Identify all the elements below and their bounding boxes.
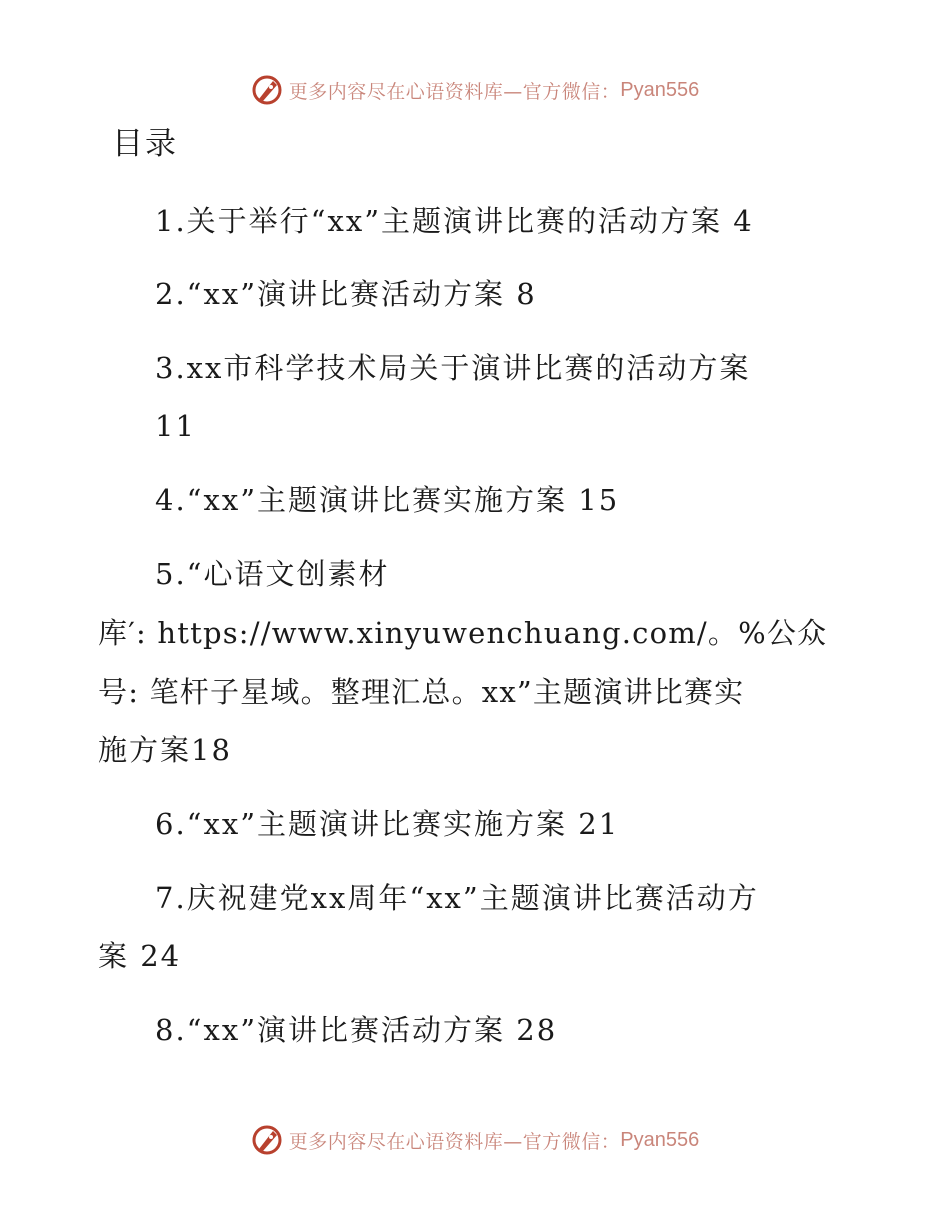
toc-entry-5-cont-1: 库′: https://www.xinyuwenchuang.com/。%公众 (98, 616, 828, 650)
toc-entry-8: 8.“xx”演讲比赛活动方案 28 (155, 1013, 558, 1047)
footer-watermark-banner (0, 1120, 950, 1160)
toc-entry-5-cont-3: 施方案18 (98, 733, 232, 767)
footer-wechat-id: Pyan556 (620, 1128, 700, 1151)
toc-entry-7-cont: 案 24 (98, 939, 182, 973)
header-wechat-id: Pyan556 (620, 78, 700, 101)
toc-entry-2: 2.“xx”演讲比赛活动方案 8 (155, 277, 537, 311)
header-watermark-text: 更多内容尽在心语资料库—官方微信： (288, 80, 621, 103)
toc-entry-4: 4.“xx”主题演讲比赛实施方案 15 (155, 483, 620, 517)
toc-entry-3: 3.xx市科学技术局关于演讲比赛的活动方案 (155, 351, 751, 385)
toc-entry-1: 1.关于举行“xx”主题演讲比赛的活动方案 4 (155, 204, 754, 238)
pen-nib-logo-icon (251, 73, 285, 107)
footer-watermark-text: 更多内容尽在心语资料库—官方微信： (288, 1130, 621, 1153)
header-watermark-banner (0, 70, 950, 110)
pen-nib-logo-icon (251, 1123, 285, 1157)
toc-title: 目录 (112, 126, 178, 162)
toc-entry-3-page: 11 (155, 409, 196, 443)
toc-entry-7: 7.庆祝建党xx周年“xx”主题演讲比赛活动方 (155, 881, 759, 915)
toc-entry-5: 5.“心语文创素材 (155, 557, 390, 591)
toc-entry-5-cont-2: 号: 笔杆子星域。整理汇总。xx”主题演讲比赛实 (98, 675, 745, 709)
toc-entry-6: 6.“xx”主题演讲比赛实施方案 21 (155, 807, 620, 841)
